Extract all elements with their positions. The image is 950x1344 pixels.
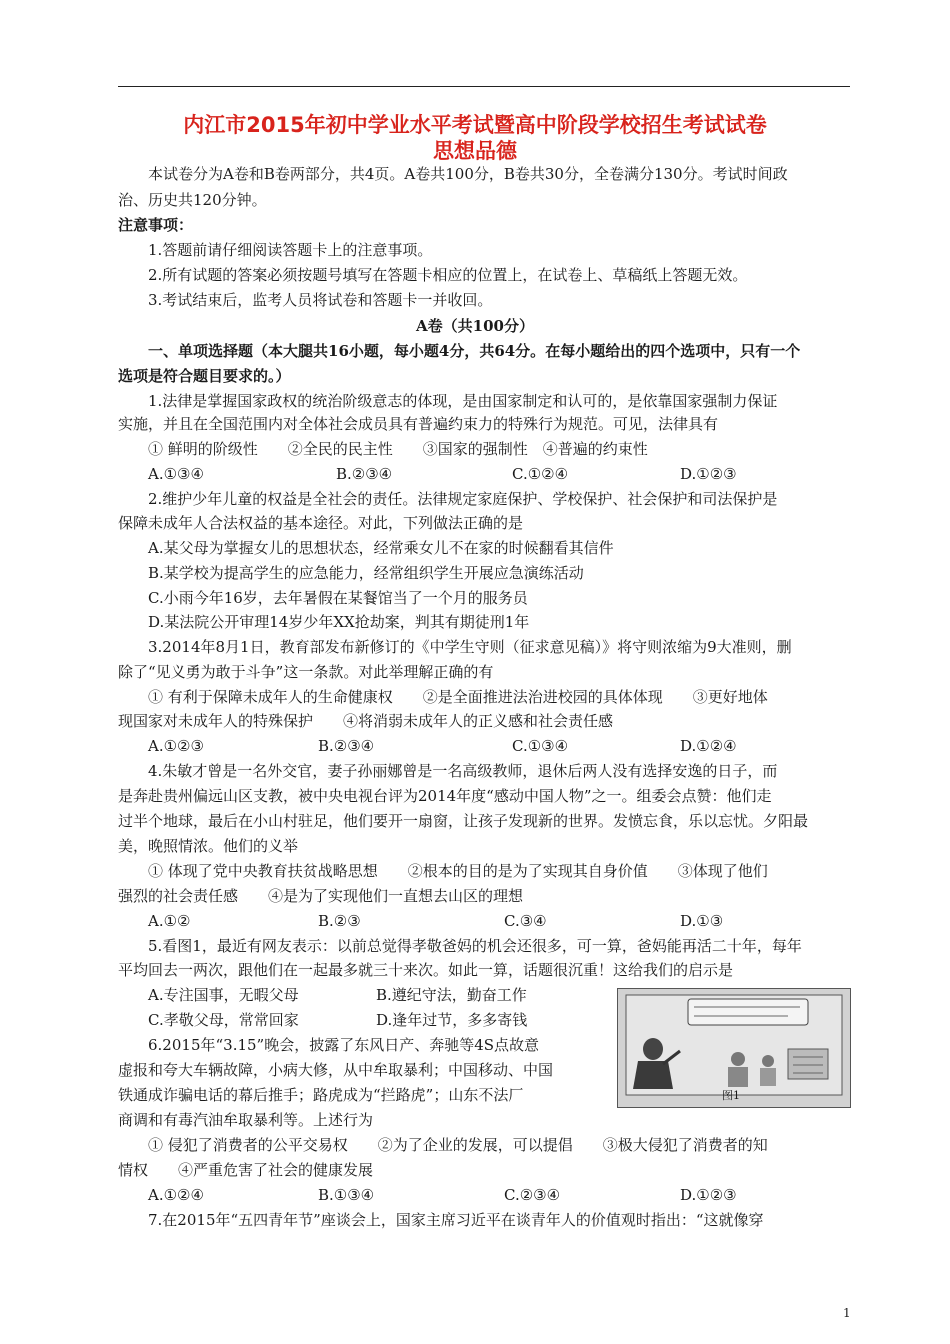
part1-heading-line-2: 选项是符合题目要求的。） — [118, 367, 291, 385]
q4-stem-4: 美，晚照情浓。他们的义举 — [118, 837, 299, 855]
q4-items-1: ① 体现了党中央教育扶贫战略思想 ②根本的目的是为了实现其自身价值 ③体现了他们 — [148, 862, 768, 880]
q4-stem-2: 是奔赴贵州偏远山区支教，被中央电视台评为2014年度“感动中国人物”之一。组委会点赞：他们走 — [118, 787, 772, 805]
q2-stem-2: 保障未成年人合法权益的基本途径。对此，下列做法正确的是 — [118, 514, 524, 532]
note-3: 3.考试结束后，监考人员将试卷和答题卡一并收回。 — [148, 291, 493, 309]
q5-option-d: D.逢年过节，多多寄钱 — [376, 1011, 528, 1029]
q4-items-2: 强烈的社会责任感 ④是为了实现他们一直想去山区的理想 — [118, 887, 524, 905]
q6-items-1: ① 侵犯了消费者的公平交易权 ②为了企业的发展，可以提倡 ③极大侵犯了消费者的知 — [148, 1136, 768, 1154]
q2-choice-c: C.小雨今年16岁，去年暑假在某餐馆当了一个月的服务员 — [148, 589, 528, 607]
q1-stem-2: 实施，并且在全国范围内对全体社会成员具有普遍约束力的特殊行为规范。可见，法律具有 — [118, 415, 719, 433]
q2-stem-1: 2.维护少年儿童的权益是全社会的责任。法律规定家庭保护、学校保护、社会保护和司法保护是 — [148, 490, 778, 508]
q3-option-d: D.①②④ — [680, 737, 737, 755]
q4-option-a: A.①② — [148, 912, 191, 930]
q1-option-c: C.①②④ — [512, 465, 569, 483]
q3-items-1: ① 有利于保障未成年人的生命健康权 ②是全面推进法治进校园的具体体现 ③更好地体 — [148, 688, 768, 706]
part1-heading-line-1: 一、单项选择题（本大腿共16小题，每小题4分，共64分。在每小题给出的四个选项中，只有一个 — [148, 342, 801, 360]
q2-choice-d: D.某法院公开审理14岁少年XX抢劫案，判其有期徒刑1年 — [148, 613, 530, 631]
q6-stem-2: 虚报和夸大车辆故障，小病大修，从中牟取暴利；中国移动、中国 — [118, 1061, 554, 1079]
q3-option-c: C.①③④ — [512, 737, 569, 755]
q4-stem-1: 4.朱敏才曾是一名外交官，妻子孙丽娜曾是一名高级教师，退休后两人没有选择安逸的日子，而 — [148, 762, 778, 780]
q5-option-b: B.遵纪守法，勤奋工作 — [376, 986, 527, 1004]
q5-option-a: A.专注国事，无暇父母 — [148, 986, 299, 1004]
q6-option-c: C.②③④ — [504, 1186, 561, 1204]
section-a-heading: A卷（共100分） — [416, 317, 534, 335]
q3-option-b: B.②③④ — [318, 737, 375, 755]
q6-option-b: B.①③④ — [318, 1186, 375, 1204]
q5-option-c: C.孝敬父母，常常回家 — [148, 1011, 299, 1029]
q4-stem-3: 过半个地球，最后在小山村驻足，他们要开一扇窗，让孩子发现新的世界。发愤忘食，乐以忘忧。夕阳最 — [118, 812, 809, 830]
q3-stem-1: 3.2014年8月1日，教育部发布新修订的《中学生守则（征求意见稿）》将守则浓缩为9大准则，删 — [148, 638, 792, 656]
note-2: 2.所有试题的答案必须按题号填写在答题卡相应的位置上，在试卷上、草稿纸上答题无效。 — [148, 266, 748, 284]
q2-choice-a: A.某父母为掌握女儿的思想状态，经常乘女儿不在家的时候翻看其信件 — [148, 539, 614, 557]
header-rule — [118, 86, 850, 87]
q6-stem-3: 铁通成诈骗电话的幕后推手；路虎成为“拦路虎”；山东不法厂 — [118, 1086, 524, 1104]
q1-option-d: D.①②③ — [680, 465, 737, 483]
page-number: 1 — [843, 1306, 851, 1320]
cartoon-figure — [617, 988, 851, 1108]
q1-items: ① 鲜明的阶级性 ②全民的民主性 ③国家的强制性 ④普遍的约束性 — [148, 440, 648, 458]
q1-option-b: B.②③④ — [336, 465, 393, 483]
q2-choice-b: B.某学校为提高学生的应急能力，经常组织学生开展应急演练活动 — [148, 564, 584, 582]
q4-option-d: D.①③ — [680, 912, 724, 930]
subject-title: 思想品德 — [433, 139, 517, 163]
q6-stem-1: 6.2015年“3.15”晚会，披露了东风日产、奔驰等4S点故意 — [148, 1036, 540, 1054]
q5-stem-1: 5.看图1，最近有网友表示：以前总觉得孝敬爸妈的机会还很多，可一算，爸妈能再活二十年，每年 — [148, 937, 802, 955]
q3-items-2: 现国家对未成年人的特殊保护 ④将消弱未成年人的正义感和社会责任感 — [118, 712, 614, 730]
exam-title: 内江市2015年初中学业水平考试暨高中阶段学校招生考试试卷 — [183, 113, 767, 137]
intro-line-2: 治、历史共120分钟。 — [118, 191, 267, 209]
note-1: 1.答题前请仔细阅读答题卡上的注意事项。 — [148, 241, 433, 259]
q1-option-a: A.①③④ — [148, 465, 204, 483]
q3-option-a: A.①②③ — [148, 737, 204, 755]
q5-stem-2: 平均回去一两次，跟他们在一起最多就三十来次。如此一算，话题很沉重！这给我们的启示是 — [118, 961, 734, 979]
intro-line-1: 本试卷分为A卷和B卷两部分，共4页。A卷共100分，B卷共30分，全卷满分130分。考试时间政 — [148, 165, 788, 183]
q6-option-a: A.①②④ — [148, 1186, 204, 1204]
q3-stem-2: 除了“见义勇为敢于斗争”这一条款。对此举理解正确的有 — [118, 663, 494, 681]
q1-stem-1: 1.法律是掌握国家政权的统治阶级意志的体现，是由国家制定和认可的，是依靠国家强制力保证 — [148, 392, 778, 410]
q4-option-c: C.③④ — [504, 912, 547, 930]
q7-stem-1: 7.在2015年“五四青年节”座谈会上，国家主席习近平在谈青年人的价值观时指出：“这就像穿 — [148, 1211, 764, 1229]
q6-stem-4: 商调和有毒汽油牟取暴利等。上述行为 — [118, 1111, 374, 1129]
q6-items-2: 情权 ④严重危害了社会的健康发展 — [118, 1161, 374, 1179]
notes-heading: 注意事项： — [118, 216, 194, 234]
q4-option-b: B.②③ — [318, 912, 361, 930]
figure-caption: 图1 — [722, 1089, 740, 1102]
q6-option-d: D.①②③ — [680, 1186, 737, 1204]
